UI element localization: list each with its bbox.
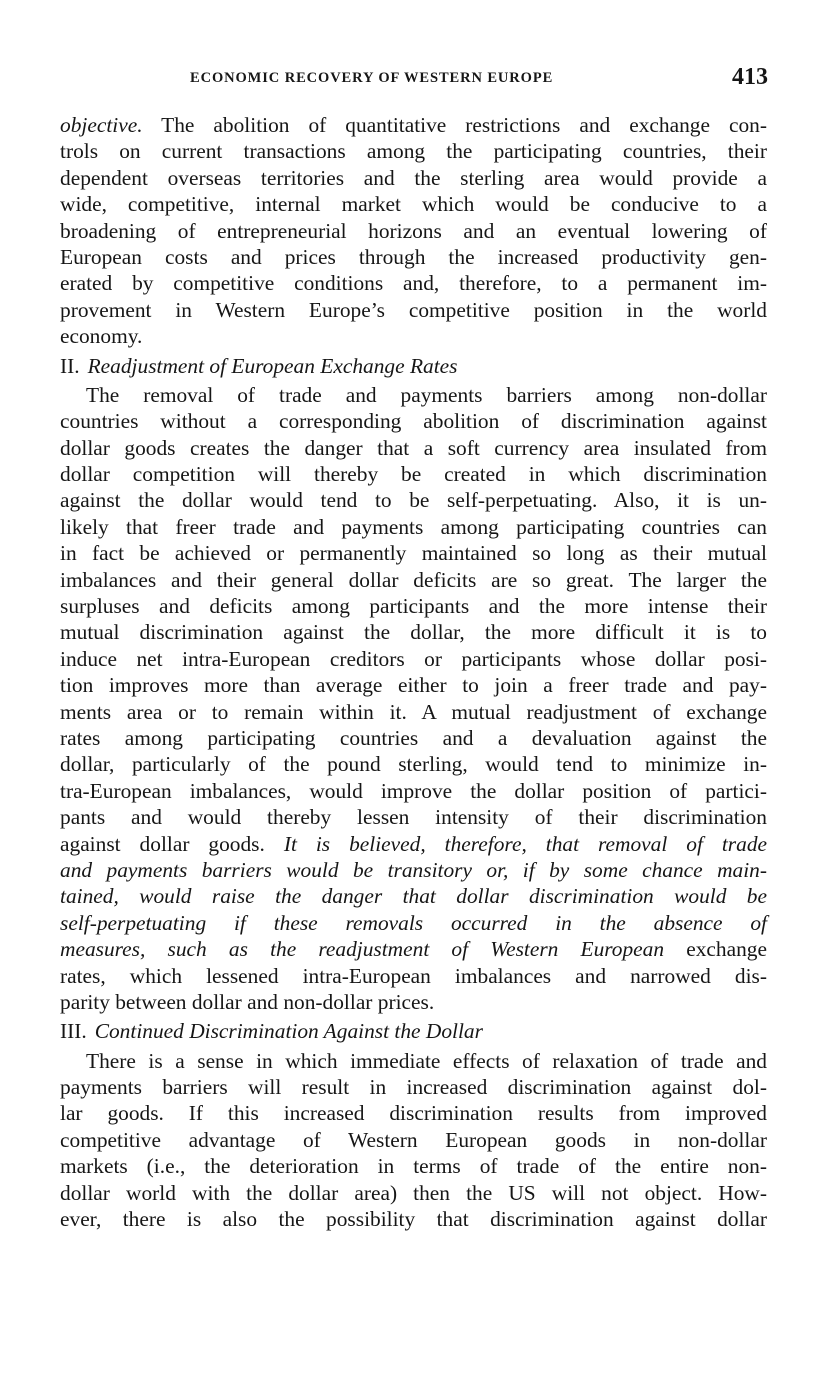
intro-paragraph	[60, 112, 767, 350]
running-head	[60, 64, 770, 94]
text-line: The removal of trade and payments barriers among non-dollar	[86, 382, 767, 407]
text-line: lar goods. If this increased discrimination results from improved	[60, 1101, 767, 1126]
section-ii-paragraph	[60, 382, 767, 1015]
section-heading-iii	[60, 1018, 767, 1044]
text-line: objective. The abolition of quantitative restrictions and exchange con-	[60, 113, 767, 137]
text-line: erated by competitive conditions and, therefore, to a permanent im-	[60, 271, 767, 296]
text-line: There is a sense in which immediate effects of relaxation of trade and	[86, 1048, 767, 1073]
text-line: European costs and prices through the increased productivity gen-	[60, 244, 767, 269]
text-line: pants and would thereby lessen intensity of their discrimination	[60, 805, 767, 830]
text-line: wide, competitive, internal market which would be conducive to a	[60, 192, 767, 217]
text-line: tained, would raise the danger that dollar discrimination would be	[60, 884, 767, 909]
section-title: Continued Discrimination Against the Dollar	[94, 1019, 483, 1044]
text-line: payments barriers will result in increased discrimination against dol-	[60, 1075, 767, 1100]
text-line: trols on current transactions among the participating countries, their	[60, 139, 767, 164]
text-line: against the dollar would tend to be self-perpetuating. Also, it is un-	[60, 488, 767, 513]
text-line: tra-European imbalances, would improve the dollar position of partici-	[60, 778, 767, 803]
text-line: induce net intra-European creditors or participants whose dollar posi-	[60, 646, 767, 671]
lead-italic-word: objective.	[60, 113, 143, 137]
text-line: markets (i.e., the deterioration in terms of trade of the entire non-	[60, 1154, 767, 1179]
text-line: dollar goods creates the danger that a soft currency area insulated from	[60, 435, 767, 460]
section-heading-ii	[60, 353, 767, 379]
text-line: broadening of entrepreneurial horizons and an eventual lowering of	[60, 218, 767, 243]
text-line: competitive advantage of Western European goods in non-dollar	[60, 1127, 767, 1152]
text-line: tion improves more than average either to join a freer trade and pay-	[60, 673, 767, 698]
text-line: surpluses and deficits among participants and the more intense their	[60, 594, 767, 619]
page-number: 413	[732, 64, 768, 90]
section-number: II.	[60, 353, 80, 378]
text-line: imbalances and their general dollar deficits are so great. The larger the	[60, 567, 767, 592]
section-number: III.	[60, 1019, 87, 1044]
text-line: mutual discrimination against the dollar, the more difficult it is to	[60, 620, 767, 645]
text-line: parity between dollar and non-dollar prices.	[60, 989, 435, 1014]
text-line: countries without a corresponding abolition of discrimination against	[60, 409, 767, 434]
text-line: dollar competition will thereby be created in which discrimination	[60, 462, 767, 487]
text-line: dependent overseas territories and the sterling area would provide a	[60, 165, 767, 190]
text-line: ments area or to remain within it. A mutual readjustment of exchange	[60, 699, 767, 724]
text-line: provement in Western Europe’s competitive position in the world	[60, 297, 767, 322]
text-line: dollar world with the dollar area) then the US will not object. How-	[60, 1180, 767, 1205]
text-line: and payments barriers would be transitory or, if by some chance main-	[60, 857, 767, 882]
section-title: Readjustment of European Exchange Rates	[87, 353, 458, 378]
body-text	[60, 112, 767, 1232]
text-line: rates among participating countries and a devaluation against the	[60, 725, 767, 750]
text-line: dollar, particularly of the pound sterling, would tend to minimize in-	[60, 752, 767, 777]
text-line: self-perpetuating if these removals occurred in the absence of	[60, 910, 767, 935]
text-line: ever, there is also the possibility that discrimination against dollar	[60, 1207, 767, 1232]
running-title: ECONOMIC RECOVERY OF WESTERN EUROPE	[190, 70, 554, 86]
section-iii-paragraph	[60, 1048, 767, 1233]
text-line: measures, such as the readjustment of Western European exchange	[60, 937, 767, 962]
text-line: against dollar goods. It is believed, therefore, that removal of trade	[60, 831, 768, 856]
text-line: in fact be achieved or permanently maintained so long as their mutual	[60, 541, 767, 566]
text-line: likely that freer trade and payments among participating countries can	[60, 514, 767, 539]
text-line: rates, which lessened intra-European imbalances and narrowed dis-	[60, 963, 767, 988]
text-line: economy.	[60, 324, 143, 349]
